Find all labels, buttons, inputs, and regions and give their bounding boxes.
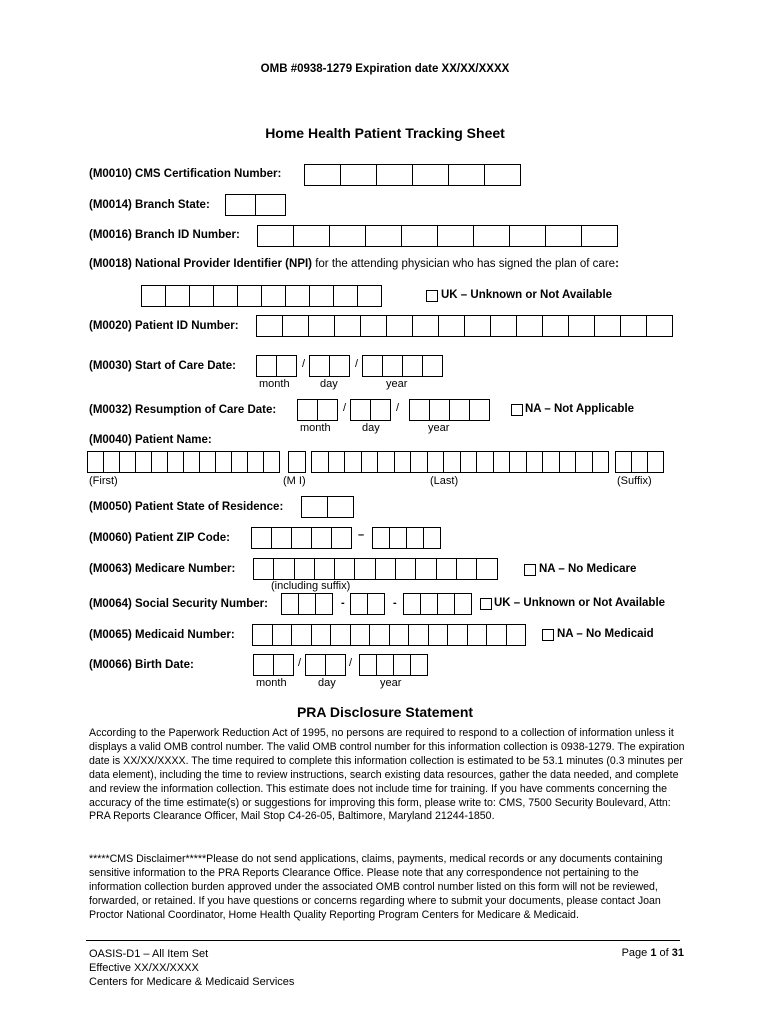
birth-year-boxes[interactable] <box>359 654 428 676</box>
roc-year-boxes[interactable] <box>409 399 490 421</box>
soc-slash-2: / <box>355 358 359 370</box>
roc-year-caption: year <box>428 422 450 434</box>
ssn-uk-checkbox[interactable] <box>480 598 492 610</box>
zip-plus4-boxes[interactable] <box>372 527 441 549</box>
footer-line3: Centers for Medicare & Medicaid Services <box>89 976 295 988</box>
birth-year-caption: year <box>380 677 402 689</box>
m0018-label-colon: : <box>615 258 619 270</box>
m0018-label-rest: for the attending physician who has signed the plan of care <box>312 258 616 270</box>
m0018-label-bold: (M0018) National Provider Identifier (NPI) <box>89 258 313 270</box>
soc-day-caption: day <box>320 378 338 390</box>
m0018-label <box>89 258 619 270</box>
medicaid-na-label: NA – No Medicaid <box>557 628 654 640</box>
birth-slash-1: / <box>298 657 302 669</box>
pra-title: PRA Disclosure Statement <box>296 704 474 720</box>
birth-day-boxes[interactable] <box>305 654 346 676</box>
roc-slash-2: / <box>396 402 400 414</box>
m0063-label: (M0063) Medicare Number: <box>89 563 236 575</box>
footer-rule <box>86 940 680 941</box>
medicare-na-checkbox[interactable] <box>524 564 536 576</box>
middle-initial-caption: (M I) <box>283 475 306 487</box>
suffix-boxes[interactable] <box>615 451 664 473</box>
m0050-label: (M0050) Patient State of Residence: <box>89 501 284 513</box>
footer-line1: OASIS-D1 – All Item Set <box>89 948 209 960</box>
m0020-label: (M0020) Patient ID Number: <box>89 320 239 332</box>
medicaid-na-checkbox[interactable] <box>542 629 554 641</box>
soc-year-boxes[interactable] <box>362 355 443 377</box>
roc-na-label: NA – Not Applicable <box>525 403 635 415</box>
roc-na-checkbox[interactable] <box>511 404 523 416</box>
ssn-dash-2: - <box>393 597 397 609</box>
page-number <box>560 947 684 959</box>
first-name-caption: (First) <box>89 475 118 487</box>
roc-month-caption: month <box>300 422 331 434</box>
npi-uk-label: UK – Unknown or Not Available <box>441 289 613 301</box>
cms-certification-number-boxes[interactable] <box>304 164 521 186</box>
pra-body <box>89 727 685 824</box>
soc-month-boxes[interactable] <box>256 355 297 377</box>
pra-disclaimer-text: *****CMS Disclaimer*****Please do not send applications, claims, payments, medical records or any documents containing sensitive information to the PRA Reports Clearance Office. Please note that any correspondence not pertaining to the information collection burden approved under the associated OMB control number listed on this form will not be reviewed, forwarded, or retained. If you have questions or concerns regarding where to submit your documents, please contact Joan Proctor National Coordinator, Home Health Quality Reporting Program Centers for Medicare & Medicaid. <box>89 853 663 921</box>
ssn-uk-label: UK – Unknown or Not Available <box>494 597 666 609</box>
branch-state-boxes[interactable] <box>225 194 286 216</box>
soc-year-caption: year <box>386 378 408 390</box>
ssn-part2-boxes[interactable] <box>350 593 385 615</box>
m0016-label: (M0016) Branch ID Number: <box>89 229 240 241</box>
suffix-caption: (Suffix) <box>617 475 652 487</box>
medicare-number-boxes[interactable] <box>253 558 498 580</box>
omb-header: OMB #0938-1279 Expiration date XX/XX/XXXX <box>260 63 510 75</box>
state-of-residence-boxes[interactable] <box>301 496 354 518</box>
soc-slash-1: / <box>302 358 306 370</box>
birth-day-caption: day <box>318 677 336 689</box>
m0064-label: (M0064) Social Security Number: <box>89 598 268 610</box>
middle-initial-box[interactable] <box>288 451 306 473</box>
patient-id-number-boxes[interactable] <box>256 315 673 337</box>
medicare-na-label: NA – No Medicare <box>539 563 637 575</box>
footer-line2: Effective XX/XX/XXXX <box>89 962 199 974</box>
page-of: of <box>656 947 672 959</box>
roc-month-boxes[interactable] <box>297 399 338 421</box>
birth-slash-2: / <box>349 657 353 669</box>
last-name-caption: (Last) <box>430 475 459 487</box>
last-name-boxes[interactable] <box>311 451 609 473</box>
soc-day-boxes[interactable] <box>309 355 350 377</box>
m0032-label: (M0032) Resumption of Care Date: <box>89 404 277 416</box>
npi-uk-checkbox[interactable] <box>426 290 438 302</box>
m0060-label: (M0060) Patient ZIP Code: <box>89 532 231 544</box>
m0010-label: (M0010) CMS Certification Number: <box>89 168 282 180</box>
m0065-label: (M0065) Medicaid Number: <box>89 629 235 641</box>
medicaid-number-boxes[interactable] <box>252 624 526 646</box>
birth-month-caption: month <box>256 677 287 689</box>
m0066-label: (M0066) Birth Date: <box>89 659 194 671</box>
npi-boxes[interactable] <box>141 285 382 307</box>
birth-month-boxes[interactable] <box>253 654 294 676</box>
ssn-dash-1: - <box>341 597 345 609</box>
zip-dash: – <box>358 529 365 541</box>
ssn-part1-boxes[interactable] <box>281 593 333 615</box>
page-prefix: Page <box>621 947 651 959</box>
ssn-part3-boxes[interactable] <box>403 593 472 615</box>
zip-code-boxes[interactable] <box>251 527 352 549</box>
first-name-boxes[interactable] <box>87 451 280 473</box>
m0014-label: (M0014) Branch State: <box>89 199 210 211</box>
page-total: 31 <box>671 947 684 959</box>
roc-day-caption: day <box>362 422 380 434</box>
m0030-label: (M0030) Start of Care Date: <box>89 360 236 372</box>
medicare-suffix-caption: (including suffix) <box>271 580 351 592</box>
page-title: Home Health Patient Tracking Sheet <box>265 125 505 141</box>
pra-disclaimer <box>89 853 685 923</box>
soc-month-caption: month <box>259 378 290 390</box>
footer-left <box>89 947 294 989</box>
m0040-label: (M0040) Patient Name: <box>89 434 212 446</box>
roc-slash-1: / <box>343 402 347 414</box>
pra-body-text: According to the Paperwork Reduction Act of 1995, no persons are required to respond to a collection of information unless it displays a valid OMB control number. The valid OMB control number for this information collection is 0938-1279. The expiration date is XX/XX/XXXX. The time required to complete this information collection is estimated to be 53.1 minutes (0.3 minutes per data element), including the time to review instructions, search existing data resources, gather the data needed, and complete and review the information collection. This estimate does not include time for training. If you have comments concerning the accuracy of the time estimate(s) or suggestions for improving this form, please write to: CMS, 7500 Security Boulevard, Attn: PRA Reports Clearance Officer, Mail Stop C4-26-05, Baltimore, Maryland 21244-1850. <box>89 727 685 823</box>
branch-id-number-boxes[interactable] <box>257 225 618 247</box>
roc-day-boxes[interactable] <box>350 399 391 421</box>
page-current: 1 <box>650 947 657 959</box>
